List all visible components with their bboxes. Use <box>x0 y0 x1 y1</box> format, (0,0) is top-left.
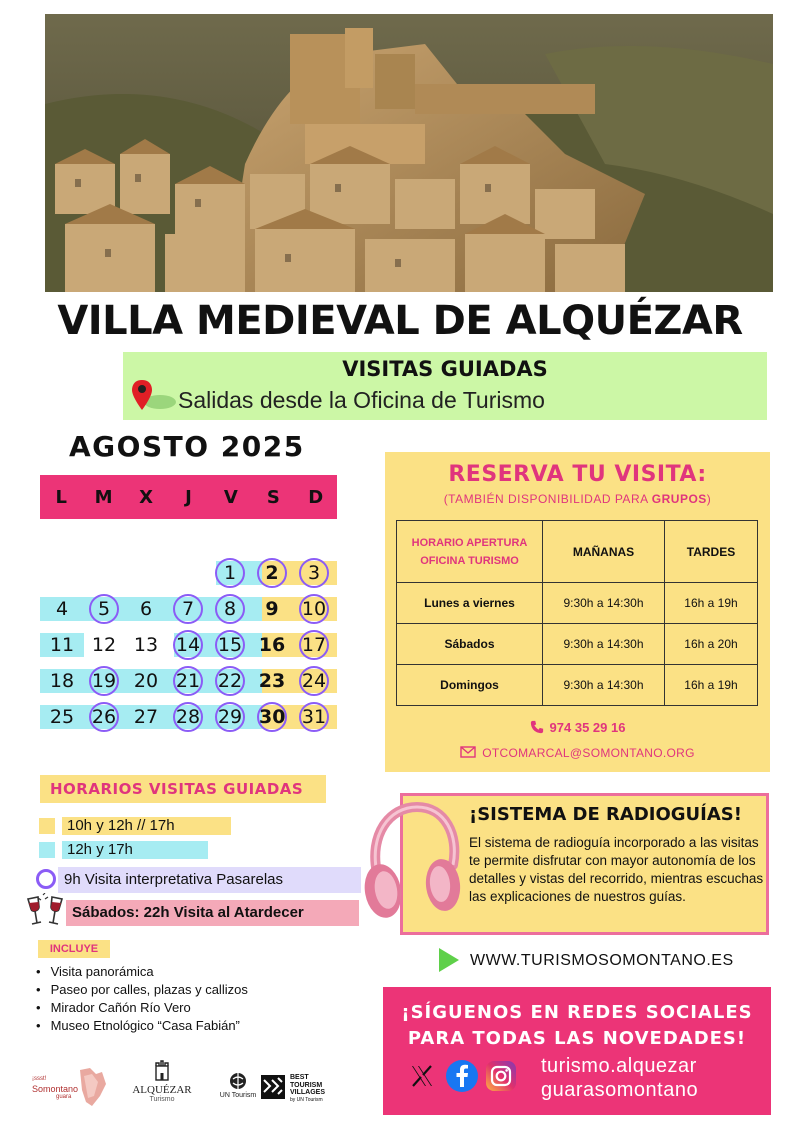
calendar-day: 24 <box>299 666 329 696</box>
legend-purple-text: 9h Visita interpretativa Pasarelas <box>58 867 361 893</box>
calendar-day: 20 <box>133 670 159 692</box>
email-icon <box>460 746 476 758</box>
btv-line: VILLAGES <box>290 1089 326 1096</box>
table-cell: 9:30h a 14:30h <box>543 583 665 624</box>
facebook-icon[interactable] <box>445 1059 479 1098</box>
includes-list <box>36 963 248 1035</box>
btv-sub-text: by UN Tourism <box>290 1096 323 1103</box>
calendar-day: 2 <box>257 558 287 588</box>
calendar-day: 15 <box>215 630 245 660</box>
phone-contact[interactable] <box>385 720 770 735</box>
villages-mark-icon <box>260 1074 286 1100</box>
play-arrow-icon <box>437 946 461 979</box>
list-item: • Paseo por calles, plazas y callizos <box>36 981 248 999</box>
table-cell: 9:30h a 14:30h <box>543 665 665 706</box>
legend-cyan-swatch <box>39 842 55 858</box>
calendar-day: 14 <box>173 630 203 660</box>
list-item: • Visita panorámica <box>36 963 248 981</box>
weekday-header <box>40 475 337 519</box>
legend-purple-circle <box>36 869 56 889</box>
calendar-day: 17 <box>299 630 329 660</box>
social-handles <box>541 1054 698 1102</box>
table-cell: 16h a 20h <box>665 624 758 665</box>
subtitle-groups: GRUPOS <box>651 492 707 506</box>
somontano-text: Somontano <box>32 1084 79 1094</box>
calendar-day: 27 <box>133 706 159 728</box>
legend-yellow-text: 10h y 12h // 17h <box>62 817 231 835</box>
social-title <box>383 1000 771 1052</box>
x-twitter-icon[interactable] <box>409 1063 435 1094</box>
table-row <box>397 624 758 665</box>
calendar-day: 9 <box>265 598 279 620</box>
subtitle-prefix: (TAMBIÉN DISPONIBILIDAD PARA <box>443 492 652 506</box>
castle-icon <box>152 1060 172 1082</box>
weekday-label: X <box>139 486 153 508</box>
somontano-sub-text: guara <box>56 1094 72 1100</box>
calendar-day: 13 <box>133 634 159 656</box>
reservation-panel <box>385 452 770 772</box>
alquezar-text: ALQUÉZAR <box>132 1084 192 1096</box>
alquezar-logo <box>130 1060 194 1116</box>
calendar-day: 7 <box>173 594 203 624</box>
somontano-small-text: ¡ssst! <box>32 1076 47 1082</box>
social-handle[interactable]: guarasomontano <box>541 1079 699 1101</box>
guided-schedule-title: HORARIOS VISITAS GUIADAS <box>40 775 326 803</box>
weekday-label: M <box>94 486 113 508</box>
table-cell: Sábados <box>397 624 543 665</box>
email-address: OTCOMARCAL@SOMONTANO.ORG <box>482 746 695 760</box>
headphones-icon <box>355 795 467 930</box>
office-hours-table <box>396 520 758 706</box>
phone-number: 974 35 29 16 <box>549 720 626 735</box>
table-header-cell: TARDES <box>665 521 758 583</box>
legend-yellow-swatch <box>39 818 55 834</box>
banner-subheading: Salidas desde la Oficina de Turismo <box>178 387 545 413</box>
list-item: • Museo Etnológico “Casa Fabián” <box>36 1017 248 1035</box>
list-item: • Mirador Cañón Río Vero <box>36 999 248 1017</box>
calendar-day: 21 <box>173 666 203 696</box>
social-title-line: PARA TODAS LAS NOVEDADES! <box>407 1028 747 1049</box>
calendar-day: 5 <box>89 594 119 624</box>
table-header-cell: HORARIO APERTURA OFICINA TURISMO <box>397 521 543 583</box>
calendar-day: 25 <box>49 706 75 728</box>
social-title-line: ¡SÍGUENOS EN REDES SOCIALES <box>401 1002 753 1023</box>
audio-guide-title: ¡SISTEMA DE RADIOGUÍAS! <box>469 804 742 825</box>
calendar-day: 29 <box>215 702 245 732</box>
table-header-cell: MAÑANAS <box>543 521 665 583</box>
table-header-row <box>397 521 758 583</box>
legend-cyan-text: 12h y 17h <box>62 841 208 859</box>
website-link[interactable]: WWW.TURISMOSOMONTANO.ES <box>470 952 734 969</box>
guided-tours-banner <box>123 352 767 420</box>
calendar-day: 8 <box>215 594 245 624</box>
reservation-subtitle <box>385 492 770 506</box>
un-tourism-logo <box>214 1072 262 1112</box>
calendar-day: 16 <box>258 634 286 656</box>
map-pin-icon <box>130 378 178 419</box>
calendar-day: 1 <box>215 558 245 588</box>
calendar-day: 3 <box>299 558 329 588</box>
month-title: AGOSTO 2025 <box>69 430 305 463</box>
calendar-day: 4 <box>55 598 69 620</box>
weekday-label: V <box>223 486 238 508</box>
somontano-logo <box>30 1062 110 1112</box>
table-cell: Lunes a viernes <box>397 583 543 624</box>
calendar-day: 28 <box>173 702 203 732</box>
social-handle[interactable]: turismo.alquezar <box>541 1055 697 1077</box>
legend-pink-text: Sábados: 22h Visita al Atardecer <box>66 900 359 926</box>
calendar-day: 31 <box>299 702 329 732</box>
audio-guide-text: El sistema de radioguía incorporado a las visitas te permite disfrutar con mayor autonomía de los detalles y vistas del recorrido, mientras escuchas las explicaciones de nuestros guías. <box>469 835 764 904</box>
calendar-day: 6 <box>139 598 153 620</box>
table-row <box>397 583 758 624</box>
calendar-day: 11 <box>49 634 75 656</box>
btv-line: TOURISM <box>290 1081 323 1089</box>
weekday-label: L <box>55 486 67 508</box>
table-cell: Domingos <box>397 665 543 706</box>
calendar-day: 10 <box>299 594 329 624</box>
wine-glasses-icon <box>22 893 68 936</box>
table-cell: 16h a 19h <box>665 665 758 706</box>
calendar-day: 22 <box>215 666 245 696</box>
reservation-title: RESERVA TU VISITA: <box>448 462 707 487</box>
calendar-day: 30 <box>257 702 287 732</box>
table-cell: 16h a 19h <box>665 583 758 624</box>
weekday-label: D <box>308 486 324 508</box>
instagram-icon[interactable] <box>485 1060 517 1097</box>
btv-line: BEST <box>290 1074 309 1081</box>
best-tourism-villages-logo <box>260 1074 332 1110</box>
phone-icon <box>530 720 544 734</box>
includes-label: INCLUYE <box>38 940 110 958</box>
un-tourism-text: UN Tourism <box>219 1092 257 1099</box>
calendar-grid <box>40 555 340 735</box>
banner-heading: VISITAS GUIADAS <box>342 357 548 381</box>
weekday-label: S <box>266 486 280 508</box>
table-cell: 9:30h a 14:30h <box>543 624 665 665</box>
page-title: VILLA MEDIEVAL DE ALQUÉZAR <box>57 298 743 344</box>
alquezar-sub-text: Turismo <box>149 1096 175 1103</box>
subtitle-suffix: ) <box>706 492 712 506</box>
calendar-day: 12 <box>91 634 117 656</box>
calendar-day: 18 <box>49 670 75 692</box>
calendar-day: 26 <box>89 702 119 732</box>
weekday-label: J <box>185 486 192 508</box>
hero-photo-alquezar <box>45 14 773 292</box>
globe-icon <box>229 1072 247 1090</box>
email-contact[interactable] <box>385 746 770 760</box>
social-media-panel <box>383 987 771 1115</box>
calendar-day: 23 <box>258 670 286 692</box>
table-row <box>397 665 758 706</box>
calendar-day: 19 <box>89 666 119 696</box>
